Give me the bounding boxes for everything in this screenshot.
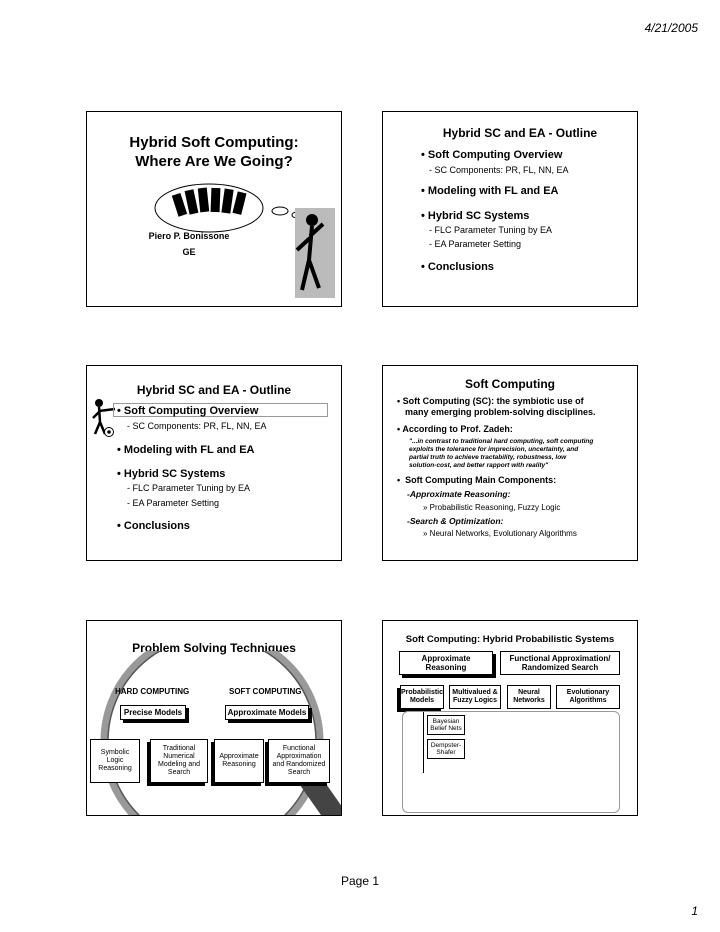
hard-computing-label: HARD COMPUTING xyxy=(115,687,190,696)
slide-5 xyxy=(86,620,342,816)
slide6-title: Soft Computing: Hybrid Probabilistic Systems xyxy=(405,634,615,645)
soft-computing-label: SOFT COMPUTING xyxy=(229,687,302,696)
slide3-subitem-1: - SC Components: PR, FL, NN, EA xyxy=(127,421,267,431)
slide1-affiliation: GE xyxy=(182,247,196,257)
hybrid-systems-panel xyxy=(402,711,620,813)
slide4-sc-line1: • Soft Computing (SC): the symbiotic use of xyxy=(397,396,584,406)
multivalued-fuzzy-box: Multivalued & Fuzzy Logics xyxy=(449,685,501,709)
slide2-item-1: • Soft Computing Overview xyxy=(421,149,563,161)
slide4-zadeh: • According to Prof. Zadeh: xyxy=(397,424,513,434)
approximate-models-box: Approximate Models xyxy=(225,705,309,720)
slide4-components: • Soft Computing Main Components: xyxy=(397,475,557,485)
probabilistic-models-box: Probabilistic Models xyxy=(400,685,444,709)
slide4-sc-line2: many emerging problem-solving disciplines. xyxy=(405,407,596,417)
slide-3 xyxy=(86,365,342,561)
slide1-author: Piero P. Bonissone xyxy=(148,231,230,241)
slide-6 xyxy=(382,620,638,816)
slide5-title: Problem Solving Techniques xyxy=(132,641,296,655)
dempster-shafer-box: Dempster- Shafer xyxy=(427,739,465,759)
slide3-subitem-3: - EA Parameter Setting xyxy=(127,498,220,508)
slide3-item-3: • Hybrid SC Systems xyxy=(117,468,226,480)
bayesian-belief-nets-box: Bayesian Belief Nets xyxy=(427,715,465,735)
slide2-title: Hybrid SC and EA - Outline xyxy=(442,126,598,140)
slide2-item-4: • Conclusions xyxy=(421,261,494,273)
approximate-reasoning-box: Approximate Reasoning xyxy=(399,651,493,675)
slide2-subitem-2: - FLC Parameter Tuning by EA xyxy=(429,225,553,235)
slide3-subitem-2: - FLC Parameter Tuning by EA xyxy=(127,483,251,493)
slide-4 xyxy=(382,365,638,561)
slide4-title: Soft Computing xyxy=(465,377,555,391)
slide4-quote-1: "...in contrast to traditional hard computing, soft computing xyxy=(409,438,594,445)
functional-approximation-box: Functional Approximation and Randomized Search xyxy=(268,739,330,783)
slide4-quote-3: partial truth to achieve tractability, robustness, low xyxy=(409,454,567,461)
slide4-search-items: » Neural Networks, Evolutionary Algorithms xyxy=(423,529,577,538)
functional-approximation-box: Functional Approximation/ Randomized Search xyxy=(500,651,620,675)
slide-2 xyxy=(382,111,638,307)
slide2-item-2: • Modeling with FL and EA xyxy=(421,185,559,197)
slide2-subitem-3: - EA Parameter Setting xyxy=(429,239,522,249)
slide4-quote-2: exploits the tolerance for imprecision, uncertainty, and xyxy=(409,446,579,453)
slide4-approx: -Approximate Reasoning: xyxy=(407,489,511,499)
approximate-reasoning-box: Approximate Reasoning xyxy=(214,739,264,783)
symbolic-logic-box: Symbolic Logic Reasoning xyxy=(90,739,140,783)
slide2-subitem-1: - SC Components: PR, FL, NN, EA xyxy=(429,165,569,175)
slide3-title: Hybrid SC and EA - Outline xyxy=(136,383,292,397)
page-number: 1 xyxy=(691,904,698,918)
slide3-item-4: • Conclusions xyxy=(117,520,190,532)
evolutionary-algorithms-box: Evolutionary Algorithms xyxy=(556,685,620,709)
traditional-numerical-box: Traditional Numerical Modeling and Search xyxy=(150,739,208,783)
slide3-item-2: • Modeling with FL and EA xyxy=(117,444,255,456)
slide3-item-1: • Soft Computing Overview xyxy=(117,405,259,417)
page-label: Page 1 xyxy=(340,874,380,888)
slide4-approx-items: » Probabilistic Reasoning, Fuzzy Logic xyxy=(423,503,561,512)
magnifier-icon xyxy=(87,651,342,816)
neural-networks-box: Neural Networks xyxy=(507,685,551,709)
slide2-item-3: • Hybrid SC Systems xyxy=(421,210,530,222)
slide1-title-line2: Where Are We Going? xyxy=(135,153,293,170)
slide-1 xyxy=(86,111,342,307)
slide4-quote-4: solution-cost, and better rapport with reality" xyxy=(409,462,549,469)
slide4-search: -Search & Optimization: xyxy=(407,516,504,526)
slide1-title-line1: Hybrid Soft Computing: xyxy=(129,134,299,151)
page-date: 4/21/2005 xyxy=(644,21,698,35)
precise-models-box: Precise Models xyxy=(120,705,186,720)
